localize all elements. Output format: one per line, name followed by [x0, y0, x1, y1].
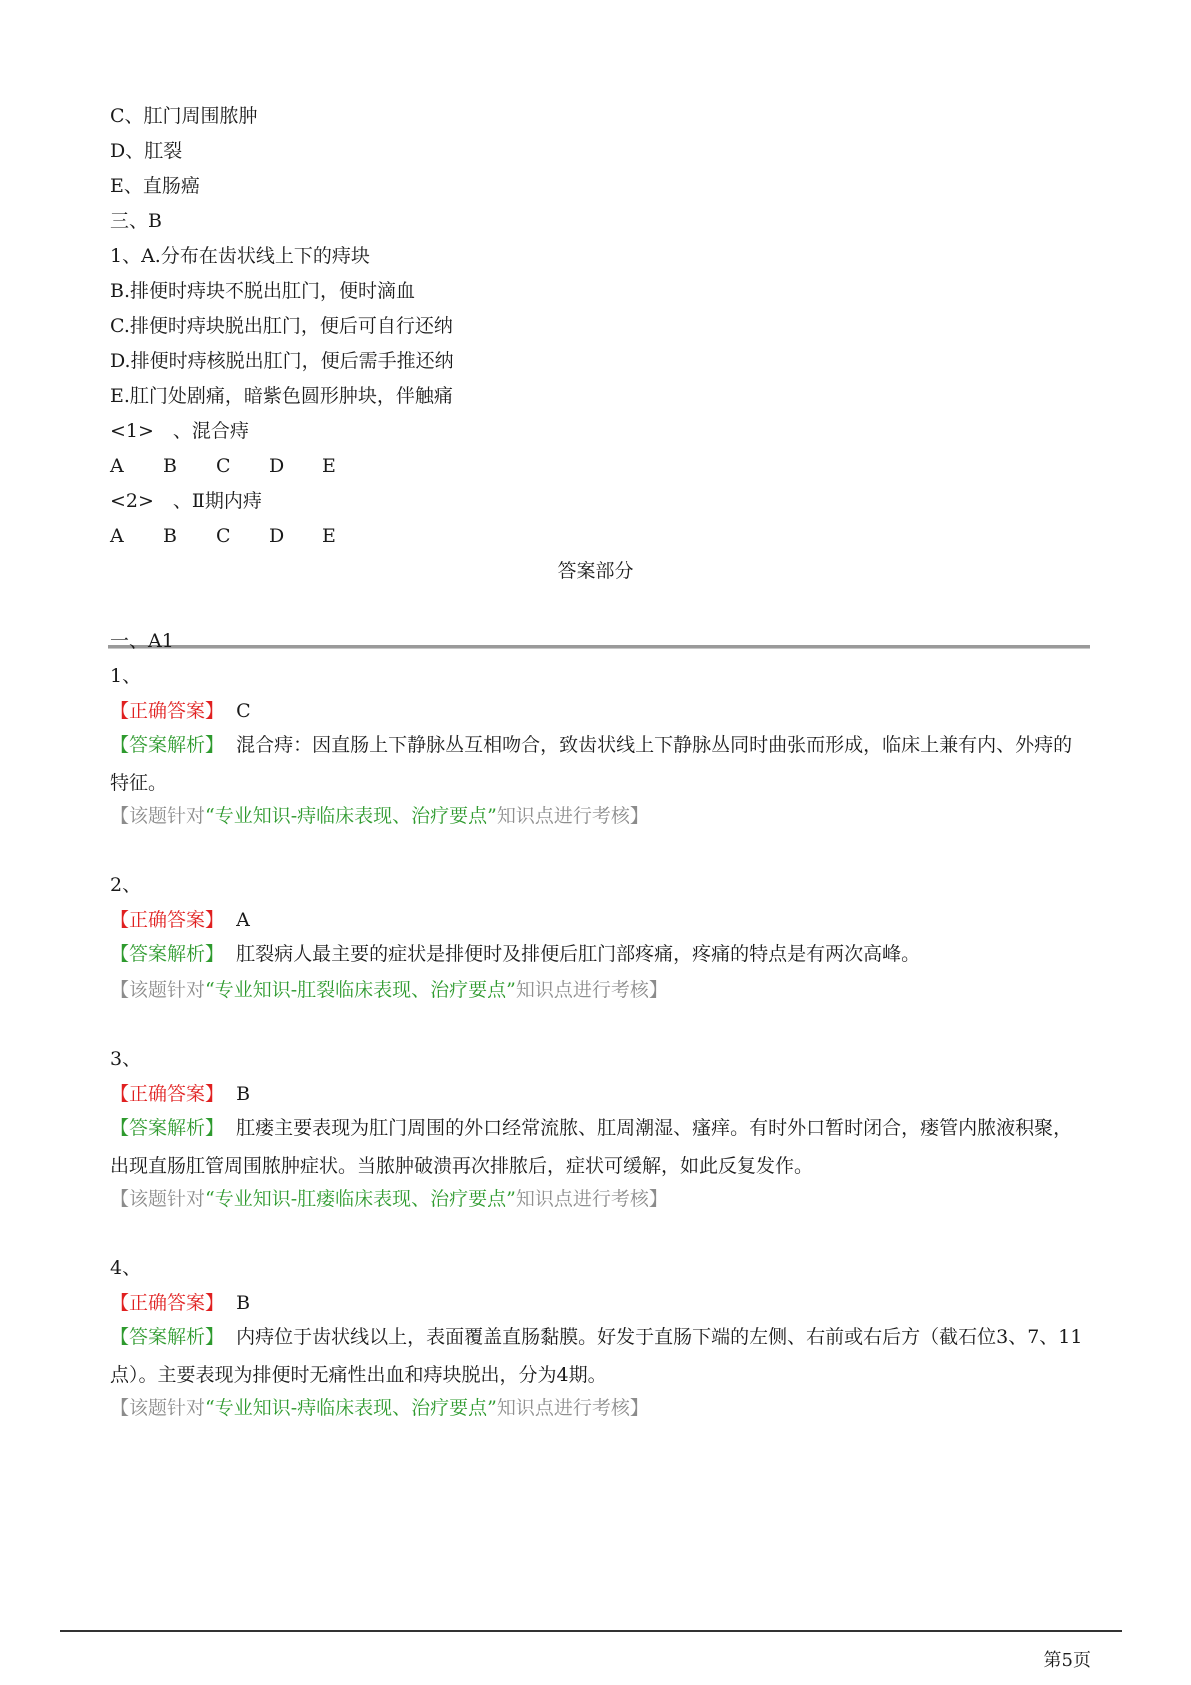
answer-3-analysis	[110, 1109, 1090, 1185]
choice-row-1	[110, 454, 375, 478]
choice-b[interactable]: B	[163, 525, 177, 547]
answer-1-number: 1、	[110, 665, 142, 687]
b1-option-c: C.排便时痔块脱出肛门，便后可自行还纳	[110, 315, 453, 337]
answer-4-correct	[110, 1291, 250, 1315]
answers-heading: 答案部分	[557, 560, 634, 582]
kp-topic: “专业知识-痔临床表现、治疗要点”	[205, 1397, 497, 1419]
b1-option-d: D.排便时痔核脱出肛门，便后需手推还纳	[110, 350, 454, 372]
analysis-text: 混合痔：因直肠上下静脉丛互相吻合，致齿状线上下静脉丛同时曲张而形成，临床上兼有内、外痔的特征。	[110, 734, 1073, 794]
answer-3-number: 3、	[110, 1048, 142, 1070]
correct-label: 【正确答案】	[110, 909, 225, 931]
correct-value: B	[236, 1083, 251, 1105]
kp-prefix: 【该题针对	[110, 979, 206, 1001]
answer-3-knowledge-point	[110, 1187, 668, 1211]
correct-label: 【正确答案】	[110, 1083, 225, 1105]
answer-1-correct	[110, 699, 251, 723]
answer-2-knowledge-point	[110, 978, 668, 1002]
b1-option-a: 1、A.分布在齿状线上下的痔块	[110, 245, 370, 267]
sub-question-1: <1> 、混合痔	[110, 420, 249, 442]
analysis-label: 【答案解析】	[110, 734, 225, 756]
choice-c[interactable]: C	[216, 525, 231, 547]
choice-b[interactable]: B	[163, 455, 177, 477]
choice-row-2	[110, 524, 375, 548]
correct-value: B	[236, 1292, 251, 1314]
kp-topic: “专业知识-肛瘘临床表现、治疗要点”	[205, 1188, 516, 1210]
answer-1-knowledge-point	[110, 804, 649, 828]
answer-2-correct	[110, 908, 250, 932]
choice-e[interactable]: E	[322, 455, 336, 477]
footer-divider	[60, 1630, 1122, 1632]
choice-d[interactable]: D	[269, 525, 285, 547]
section-b-heading: 三、B	[110, 210, 162, 232]
analysis-text: 肛裂病人最主要的症状是排便时及排便后肛门部疼痛，疼痛的特点是有两次高峰。	[236, 943, 921, 965]
page-number: 第5页	[1043, 1650, 1091, 1671]
correct-value: A	[236, 909, 250, 931]
b1-option-e: E.肛门处剧痛，暗紫色圆形肿块，伴触痛	[110, 385, 453, 407]
choice-d[interactable]: D	[269, 455, 285, 477]
option-d: D、肛裂	[110, 140, 183, 162]
correct-label: 【正确答案】	[110, 1292, 225, 1314]
choice-a[interactable]: A	[110, 525, 124, 547]
answer-2-analysis	[110, 935, 1090, 973]
analysis-label: 【答案解析】	[110, 1117, 225, 1139]
kp-suffix: 知识点进行考核】	[515, 979, 668, 1001]
option-e: E、直肠癌	[110, 175, 200, 197]
analysis-text: 肛瘘主要表现为肛门周围的外口经常流脓、肛周潮湿、瘙痒。有时外口暂时闭合，瘘管内脓液积聚，出现直肠肛管周围脓肿症状。当脓肿破溃再次排脓后，症状可缓解，如此反复发作。	[110, 1117, 1073, 1177]
answers-section-a1: 一、A1	[110, 630, 174, 652]
kp-prefix: 【该题针对	[110, 805, 206, 827]
correct-label: 【正确答案】	[110, 700, 225, 722]
option-c: C、肛门周围脓肿	[110, 105, 258, 127]
kp-topic: “专业知识-痔临床表现、治疗要点”	[205, 805, 497, 827]
answer-4-analysis	[110, 1318, 1090, 1394]
analysis-text: 内痔位于齿状线以上，表面覆盖直肠黏膜。好发于直肠下端的左侧、右前或右后方（截石位3、7、11点）。主要表现为排便时无痛性出血和痔块脱出，分为4期。	[110, 1326, 1083, 1386]
choice-a[interactable]: A	[110, 455, 124, 477]
kp-prefix: 【该题针对	[110, 1188, 206, 1210]
sub-question-2: <2> 、Ⅱ期内痔	[110, 490, 262, 512]
kp-topic: “专业知识-肛裂临床表现、治疗要点”	[205, 979, 516, 1001]
answer-2-number: 2、	[110, 874, 142, 896]
answer-4-number: 4、	[110, 1257, 142, 1279]
kp-suffix: 知识点进行考核】	[496, 805, 649, 827]
analysis-label: 【答案解析】	[110, 1326, 225, 1348]
correct-value: C	[236, 700, 251, 722]
kp-suffix: 知识点进行考核】	[496, 1397, 649, 1419]
section-divider-shadow	[108, 648, 1090, 649]
b1-option-b: B.排便时痔块不脱出肛门，便时滴血	[110, 280, 416, 302]
kp-suffix: 知识点进行考核】	[515, 1188, 668, 1210]
answer-4-knowledge-point	[110, 1396, 649, 1420]
choice-c[interactable]: C	[216, 455, 231, 477]
answer-1-analysis	[110, 726, 1090, 802]
choice-e[interactable]: E	[322, 525, 336, 547]
analysis-label: 【答案解析】	[110, 943, 225, 965]
answer-3-correct	[110, 1082, 250, 1106]
kp-prefix: 【该题针对	[110, 1397, 206, 1419]
